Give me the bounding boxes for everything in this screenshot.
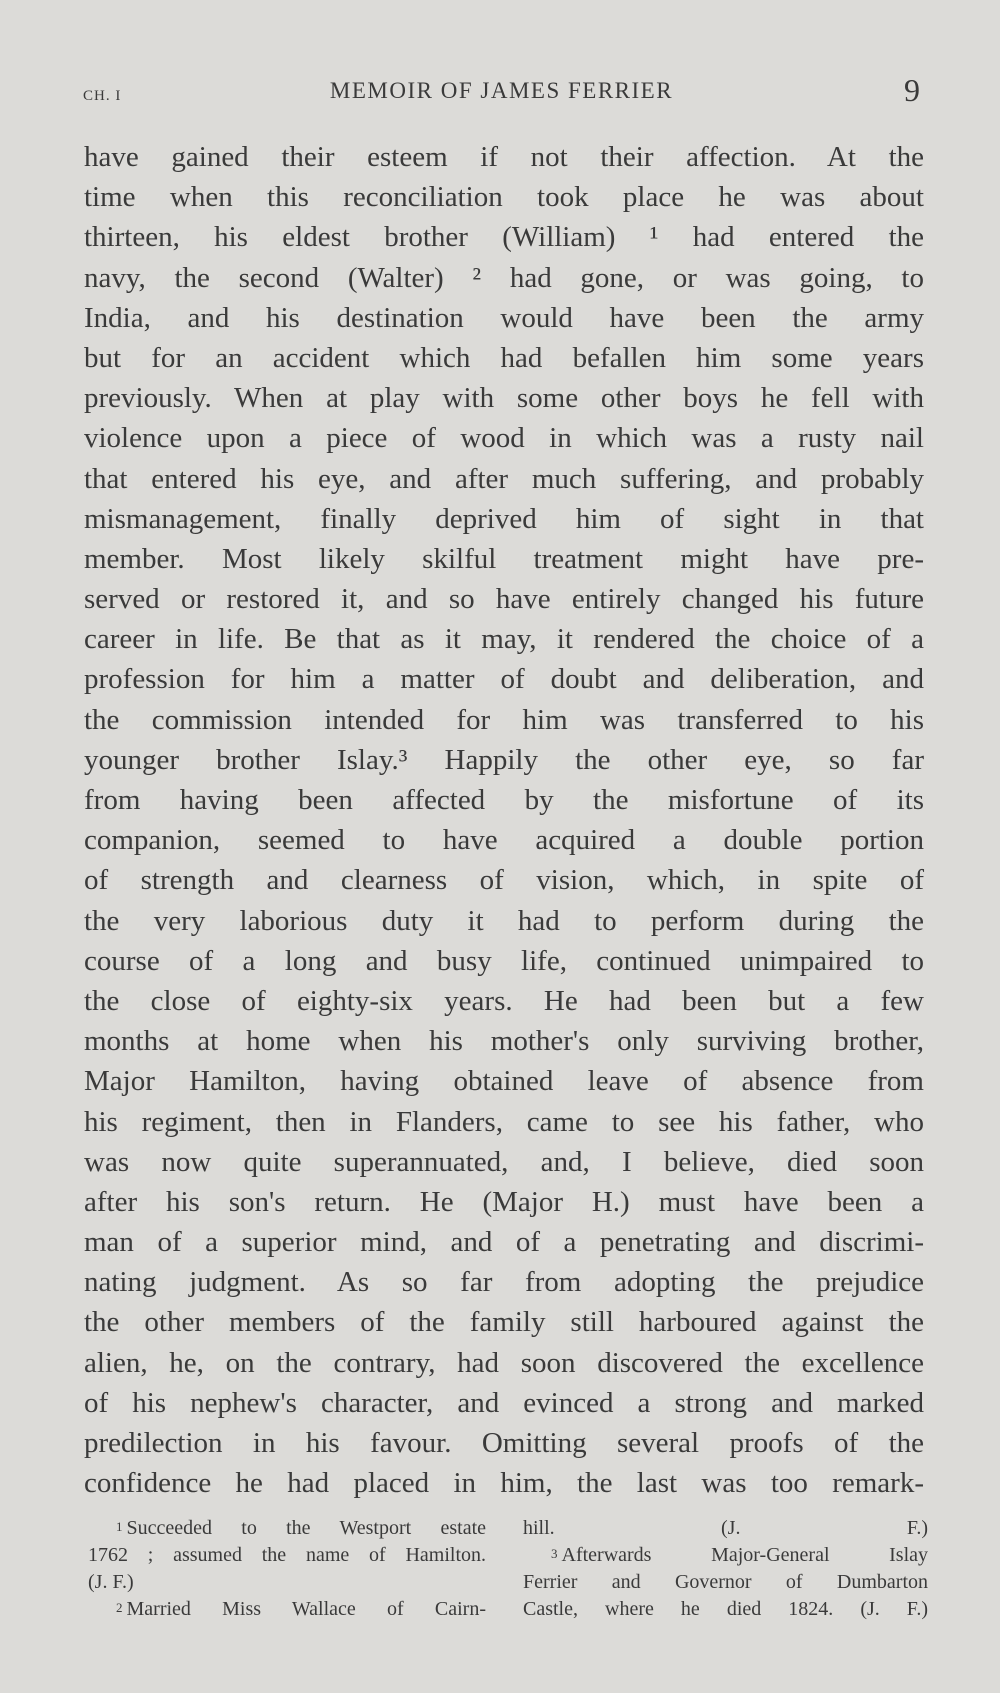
footnote-text: 1762 ; assumed the name of Hamilton. bbox=[88, 1544, 486, 1566]
text-line: predilection in his favour. Omitting several proofs of the bbox=[84, 1427, 924, 1459]
text-line: his regiment, then in Flanders, came to see his father, who bbox=[84, 1105, 924, 1138]
running-title: MEMOIR OF JAMES FERRIER bbox=[329, 78, 674, 103]
text-line: the very laborious duty it had to perform during the bbox=[84, 904, 924, 937]
text-line: previously. When at play with some other boys he fell with bbox=[84, 382, 924, 415]
text-line: the other members of the family still harboured against the bbox=[84, 1306, 924, 1339]
footnote-text: hill. (J. F.) bbox=[523, 1517, 928, 1539]
footnote-text: Succeeded to the Westport estate bbox=[126, 1517, 486, 1539]
text-line: alien, he, on the contrary, had soon discovered the excellence bbox=[84, 1346, 924, 1379]
text-line: mismanagement, finally deprived him of sight in that bbox=[84, 502, 924, 535]
footnote-text: Ferrier and Governor of Dumbarton bbox=[523, 1571, 928, 1593]
footnote-line bbox=[523, 1569, 928, 1596]
text-line: after his son's return. He (Major H.) must have been a bbox=[84, 1185, 924, 1218]
footnote-text: (J. F.) bbox=[88, 1571, 134, 1593]
text-line: nating judgment. As so far from adopting the prejudice bbox=[84, 1266, 924, 1299]
footnote-line bbox=[88, 1569, 486, 1596]
footnote-marker: 1 bbox=[116, 1519, 123, 1534]
text-line: the commission intended for him was transferred to his bbox=[84, 703, 924, 736]
text-line: was now quite superannuated, and, I believe, died soon bbox=[84, 1145, 924, 1178]
text-line: profession for him a matter of doubt and deliberation, and bbox=[84, 663, 924, 696]
text-line: man of a superior mind, and of a penetrating and discrimi- bbox=[84, 1226, 924, 1259]
text-line: from having been affected by the misfortune of its bbox=[84, 784, 924, 816]
text-line: that entered his eye, and after much suffering, and probably bbox=[84, 462, 924, 495]
text-line: of strength and clearness of vision, which, in spite of bbox=[84, 864, 924, 897]
footnote-marker: 2 bbox=[116, 1600, 123, 1615]
text-line: served or restored it, and so have entirely changed his future bbox=[84, 583, 924, 616]
page-number: 9 bbox=[904, 72, 920, 108]
footnote-line bbox=[88, 1542, 486, 1569]
text-line: career in life. Be that as it may, it rendered the choice of a bbox=[84, 623, 924, 656]
footnote-line bbox=[88, 1596, 486, 1623]
text-line: member. Most likely skilful treatment might have pre- bbox=[84, 542, 924, 575]
footnote-line bbox=[523, 1515, 928, 1542]
footnote-text: Afterwards Major-General Islay bbox=[561, 1544, 928, 1566]
running-head bbox=[83, 72, 920, 112]
body-text bbox=[84, 137, 924, 1503]
footnote-text: Castle, where he died 1824. (J. F.) bbox=[523, 1598, 928, 1620]
chapter-label: CH. I bbox=[83, 88, 122, 104]
text-line: confidence he had placed in him, the last was too remark- bbox=[84, 1467, 924, 1500]
text-line: time when this reconciliation took place he was about bbox=[84, 181, 924, 214]
footnote-text: Married Miss Wallace of Cairn- bbox=[126, 1598, 486, 1620]
footnote-marker: 3 bbox=[551, 1546, 558, 1561]
footnote-line bbox=[88, 1515, 486, 1542]
text-line: companion, seemed to have acquired a double portion bbox=[84, 824, 924, 857]
text-line: course of a long and busy life, continued unimpaired to bbox=[84, 944, 924, 977]
text-line: navy, the second (Walter) ² had gone, or was going, to bbox=[84, 261, 924, 294]
text-line: months at home when his mother's only surviving brother, bbox=[84, 1025, 924, 1058]
text-line: of his nephew's character, and evinced a strong and marked bbox=[84, 1386, 924, 1419]
text-line: India, and his destination would have been the army bbox=[84, 301, 924, 334]
text-line: younger brother Islay.³ Happily the other eye, so far bbox=[84, 743, 924, 776]
text-line: have gained their esteem if not their affection. At the bbox=[84, 141, 924, 173]
footnotes-right-column bbox=[523, 1515, 928, 1623]
footnotes-left-column bbox=[88, 1515, 486, 1623]
footnote-line bbox=[523, 1596, 928, 1623]
text-line: but for an accident which had befallen him some years bbox=[84, 341, 924, 374]
text-line: violence upon a piece of wood in which was a rusty nail bbox=[84, 422, 924, 455]
footnote-line bbox=[523, 1542, 928, 1569]
text-line: the close of eighty-six years. He had been but a few bbox=[84, 984, 924, 1017]
text-line: Major Hamilton, having obtained leave of absence from bbox=[84, 1065, 924, 1098]
text-line: thirteen, his eldest brother (William) ¹ had entered the bbox=[84, 221, 924, 254]
